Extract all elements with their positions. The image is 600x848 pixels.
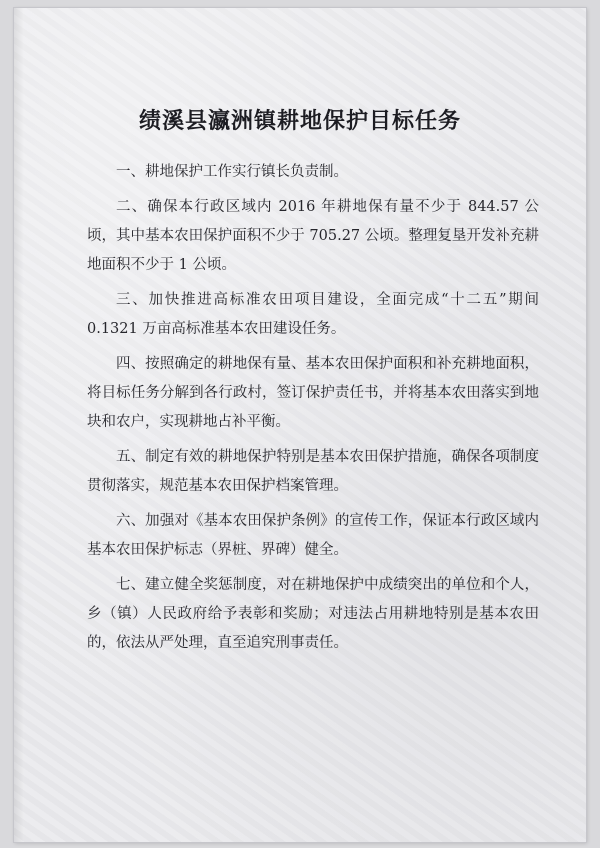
document-page	[14, 8, 586, 842]
paragraph-2: 二、确保本行政区域内 2016 年耕地保有量不少于 844.57 公顷，其中基本农田保护面积不少于 705.27 公顷。整理复垦开发补充耕地面积不少于 1 公顷。	[87, 199, 539, 273]
paragraph-3: 三、加快推进高标准农田项目建设，全面完成“十二五”期间 0.1321 万亩高标准基本农田建设任务。	[87, 292, 539, 337]
paragraph-4: 四、按照确定的耕地保有量、基本农田保护面积和补充耕地面积，将目标任务分解到各行政村，签订保护责任书，并将基本农田落实到地块和农户，实现耕地占补平衡。	[87, 356, 539, 430]
paragraph-1: 一、耕地保护工作实行镇长负责制。	[116, 164, 348, 180]
document-title: 绩溪县瀛洲镇耕地保护目标任务	[138, 109, 461, 134]
paragraph-6: 六、加强对《基本农田保护条例》的宣传工作，保证本行政区域内基本农田保护标志（界桩、界碑）健全。	[87, 513, 539, 558]
document-body	[87, 158, 539, 664]
paragraph-7: 七、建立健全奖惩制度，对在耕地保护中成绩突出的单位和个人，乡（镇）人民政府给予表彰和奖励；对违法占用耕地特别是基本农田的，依法从严处理，直至追究刑事责任。	[87, 577, 539, 651]
paragraph-5: 五、制定有效的耕地保护特别是基本农田保护措施，确保各项制度贯彻落实，规范基本农田保护档案管理。	[87, 449, 539, 494]
